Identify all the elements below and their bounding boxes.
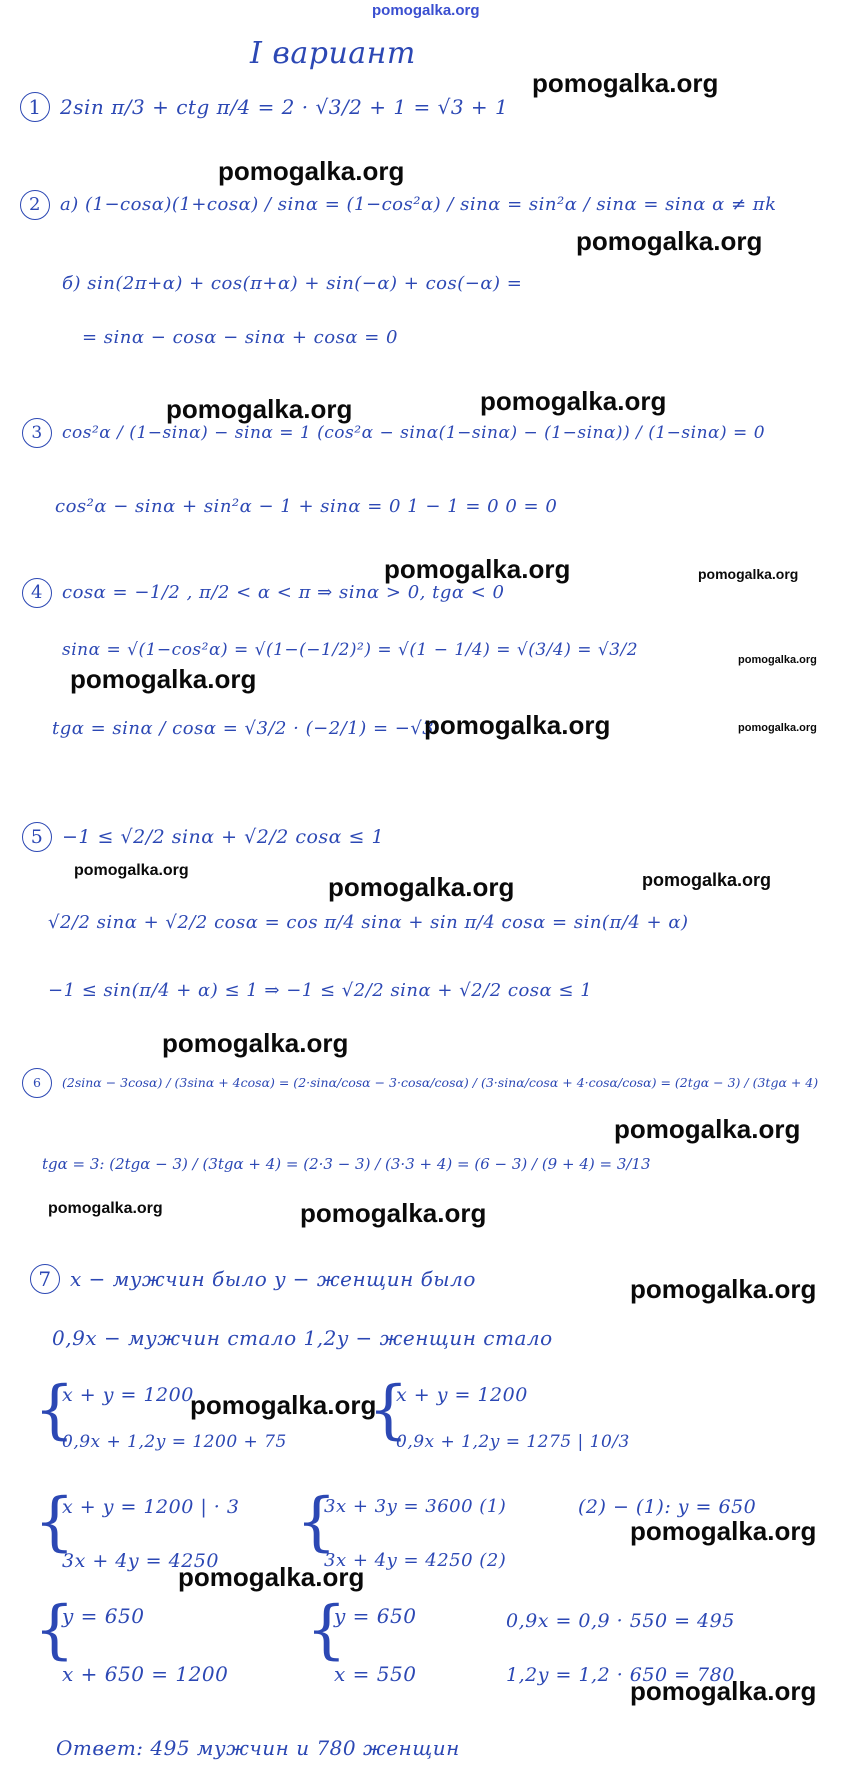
problem-line: 0,9x = 0,9 · 550 = 495 xyxy=(506,1610,735,1632)
watermark: pomogalka.org xyxy=(630,1676,817,1706)
watermark: pomogalka.org xyxy=(300,1198,487,1228)
problem-line: x + y = 1200 | · 3 xyxy=(62,1496,240,1518)
problem-line: 3x + 4y = 4250 xyxy=(62,1550,219,1572)
problem-line: cosα = −1/2 , π/2 < α < π ⇒ sinα > 0, tgα < 0 xyxy=(62,582,505,603)
system-brace: { xyxy=(34,1593,75,1667)
problem-number: 4 xyxy=(22,578,52,608)
problem-line: cos²α / (1−sinα) − sinα = 1 (cos²α − sinα(1−sinα) − (1−sinα)) / (1−sinα) = 0 xyxy=(62,423,766,443)
watermark: pomogalka.org xyxy=(48,1200,163,1217)
problem-line: x + y = 1200 xyxy=(396,1384,528,1406)
problem-line: √2/2 sinα + √2/2 cosα = cos π/4 sinα + sin π/4 cosα = sin(π/4 + α) xyxy=(48,912,689,933)
problem-number: 3 xyxy=(22,418,52,448)
problem-line: (2) − (1): y = 650 xyxy=(578,1496,757,1518)
problem-line: (2sinα − 3cosα) / (3sinα + 4cosα) = (2·sinα/cosα − 3·cosα/cosα) / (3·sinα/cosα + 4·cosα/cosα) = (2tgα − 3) / (3tgα + 4) xyxy=(62,1075,819,1090)
watermark: pomogalka.org xyxy=(576,226,763,256)
variant-title: I вариант xyxy=(250,36,416,71)
problem-line: б) sin(2π+α) + cos(π+α) + sin(−α) + cos(−α) = xyxy=(62,273,523,294)
watermark: pomogalka.org xyxy=(480,386,667,416)
problem-line: tgα = 3: (2tgα − 3) / (3tgα + 4) = (2·3 − 3) / (3·3 + 4) = (6 − 3) / (9 + 4) = 3/13 xyxy=(42,1155,651,1173)
problem-6 xyxy=(22,1068,818,1098)
site-watermark-top[interactable]: pomogalka.org xyxy=(372,2,480,19)
watermark: pomogalka.org xyxy=(738,722,817,734)
problem-number: 2 xyxy=(20,190,50,220)
system-brace: { xyxy=(368,1373,409,1447)
problem-line: 2sin π/3 + ctg π/4 = 2 · √3/2 + 1 = √3 + 1 xyxy=(60,95,509,119)
watermark: pomogalka.org xyxy=(384,554,571,584)
watermark: pomogalka.org xyxy=(178,1562,365,1592)
problem-number: 7 xyxy=(30,1264,60,1294)
watermark: pomogalka.org xyxy=(190,1390,377,1420)
watermark: pomogalka.org xyxy=(70,664,257,694)
system-brace: { xyxy=(306,1593,347,1667)
watermark: pomogalka.org xyxy=(74,862,189,879)
watermark: pomogalka.org xyxy=(532,68,719,98)
problem-line: cos²α − sinα + sin²α − 1 + sinα = 0 1 − 1 = 0 0 = 0 xyxy=(55,496,558,517)
problem-line: tgα = sinα / cosα = √3/2 · (−2/1) = −√3 xyxy=(52,718,435,739)
problem-number: 5 xyxy=(22,822,52,852)
problem-line: sinα = √(1−cos²α) = √(1−(−1/2)²) = √(1 − 1/4) = √(3/4) = √3/2 xyxy=(62,640,639,660)
problem-line: 0,9x + 1,2y = 1200 + 75 xyxy=(62,1432,287,1452)
watermark: pomogalka.org xyxy=(162,1028,349,1058)
watermark: pomogalka.org xyxy=(642,870,772,890)
problem-5 xyxy=(22,822,384,852)
problem-3 xyxy=(22,418,765,448)
watermark: pomogalka.org xyxy=(698,566,799,582)
system-brace: { xyxy=(34,1373,75,1447)
watermark: pomogalka.org xyxy=(166,394,353,424)
problem-line: −1 ≤ √2/2 sinα + √2/2 cosα ≤ 1 xyxy=(62,826,385,848)
problem-line: y = 650 xyxy=(62,1604,145,1628)
watermark: pomogalka.org xyxy=(614,1114,801,1144)
problem-line: а) (1−cosα)(1+cosα) / sinα = (1−cos²α) / sinα = sin²α / sinα = sinα α ≠ πk xyxy=(60,194,777,215)
watermark: pomogalka.org xyxy=(218,156,405,186)
problem-line: 0,9x + 1,2y = 1275 | 10/3 xyxy=(396,1432,630,1452)
problem-line: x + y = 1200 xyxy=(62,1384,194,1406)
watermark: pomogalka.org xyxy=(630,1274,817,1304)
problem-line: 0,9x − мужчин стало 1,2y − женщин стало xyxy=(52,1326,553,1350)
problem-line: 3x + 4y = 4250 (2) xyxy=(324,1550,507,1571)
problem-line: x = 550 xyxy=(334,1662,417,1686)
problem-2 xyxy=(20,190,777,220)
watermark: pomogalka.org xyxy=(424,710,611,740)
watermark: pomogalka.org xyxy=(738,654,817,666)
problem-line: x − мужчин было y − женщин было xyxy=(70,1267,476,1291)
problem-line: 3x + 3y = 3600 (1) xyxy=(324,1496,507,1517)
problem-number: 6 xyxy=(22,1068,52,1098)
problem-7 xyxy=(30,1264,476,1294)
problem-line: x + 650 = 1200 xyxy=(62,1662,229,1686)
answer-line: Ответ: 495 мужчин и 780 женщин xyxy=(56,1736,460,1760)
problem-line: = sinα − cosα − sinα + cosα = 0 xyxy=(82,327,398,348)
problem-1 xyxy=(20,92,508,122)
problem-line: −1 ≤ sin(π/4 + α) ≤ 1 ⇒ −1 ≤ √2/2 sinα + √2/2 cosα ≤ 1 xyxy=(48,980,593,1001)
watermark: pomogalka.org xyxy=(328,872,515,902)
system-brace: { xyxy=(34,1485,75,1559)
system-brace: { xyxy=(296,1485,337,1559)
problem-number: 1 xyxy=(20,92,50,122)
problem-line: y = 650 xyxy=(334,1604,417,1628)
watermark: pomogalka.org xyxy=(630,1516,817,1546)
problem-line: 1,2y = 1,2 · 650 = 780 xyxy=(506,1664,735,1686)
